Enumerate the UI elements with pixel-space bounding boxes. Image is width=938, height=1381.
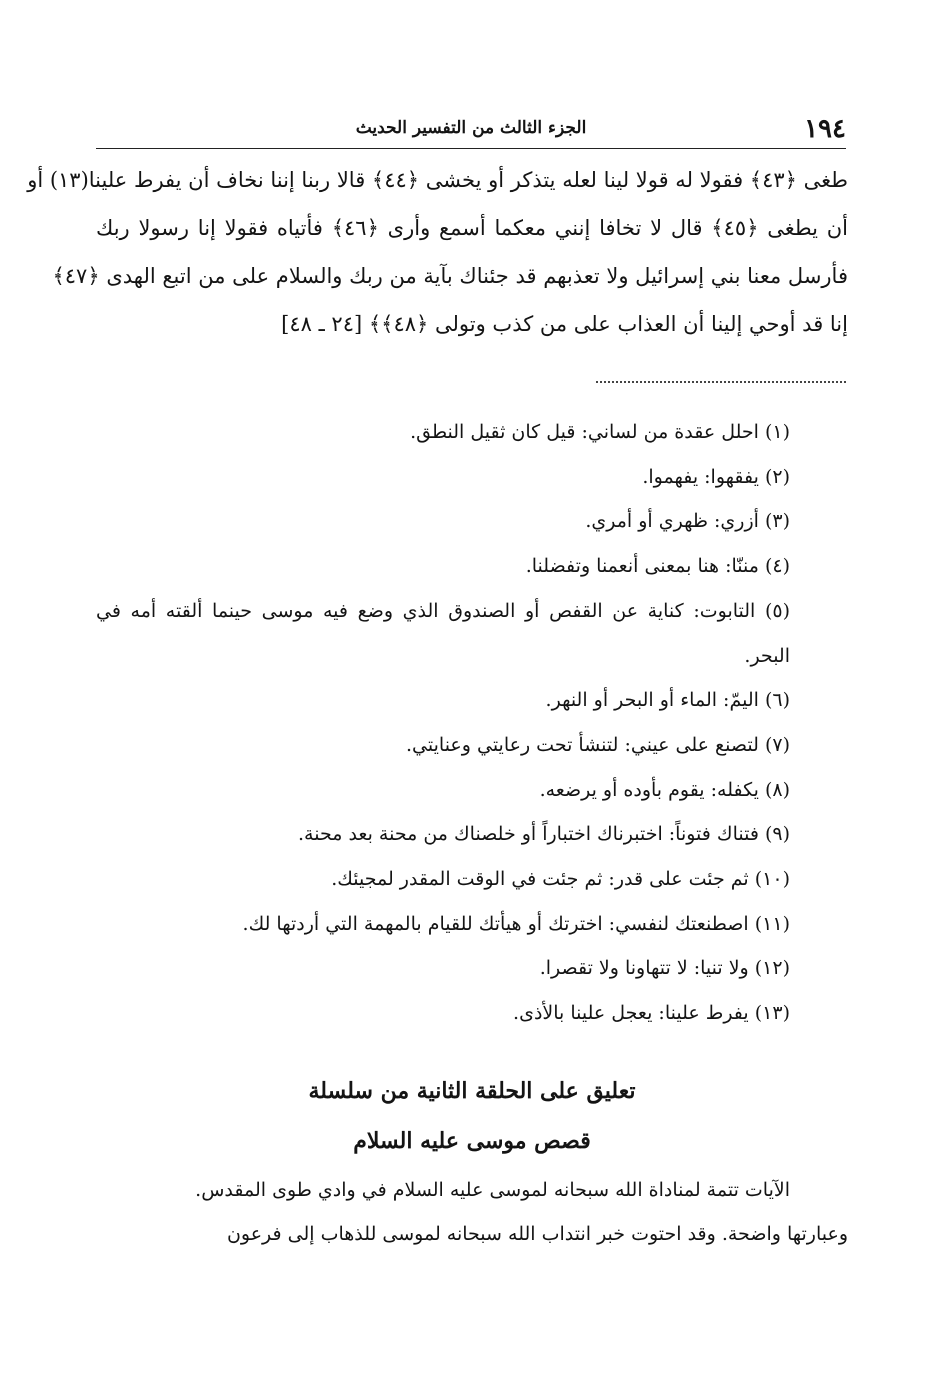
verse-line: طغى ﴿٤٣﴾ فقولا له قولا لينا لعله يتذكر أو يخشى ﴿٤٤﴾ قالا ربنا إننا نخاف أن يفرط علينا(١٣) أو <box>27 168 848 192</box>
body-line: الآيات تتمة لمناداة الله سبحانه لموسى عليه السلام في وادي طوى المقدس. <box>195 1179 790 1201</box>
footnote: (٢) يفقهوا: يفهموا. <box>642 465 790 488</box>
footnote-separator <box>596 381 846 383</box>
running-header <box>96 112 846 149</box>
footnotes <box>96 410 848 1036</box>
section-heading <box>96 1066 848 1166</box>
footnote: (٣) أزري: ظهري أو أمري. <box>585 510 790 533</box>
running-title: الجزء الثالث من التفسير الحديث <box>355 118 587 138</box>
verse-line: فأرسل معنا بني إسرائيل ولا تعذبهم قد جئناك بآية من ربك والسلام على من اتبع الهدى ﴿٤٧﴾ <box>52 264 848 288</box>
body-paragraph <box>96 1168 848 1256</box>
quran-verses <box>27 156 849 348</box>
footnote: (٤) مننّا: هنا بمعنى أنعمنا وتفضلنا. <box>525 555 790 578</box>
verse-line: إنا قد أوحي إلينا أن العذاب على من كذب وتولى ﴿٤٨﴾﴾ [٢٤ ـ ٤٨] <box>281 312 848 336</box>
footnote: (٨) يكفله: يقوم بأوده أو يرضعه. <box>539 778 790 801</box>
footnote: (١٣) يفرط علينا: يعجل علينا بالأذى. <box>513 1002 790 1025</box>
footnote: (٩) فتناك فتوناً: اختبرناك اختباراً أو خلصناك من محنة بعد محنة. <box>298 823 790 846</box>
footnote: (٦) اليمّ: الماء أو البحر أو النهر. <box>545 689 790 712</box>
verse-line: أن يطغى ﴿٤٥﴾ قال لا تخافا إنني معكما أسمع وأرى ﴿٤٦﴾ فأتياه فقولا إنا رسولا ربك <box>96 216 849 240</box>
footnote: (١) احلل عقدة من لساني: قيل كان ثقيل النطق. <box>410 421 790 443</box>
footnote: (١٢) ولا تنيا: لا تتهاونا ولا تقصرا. <box>539 957 790 980</box>
section-heading-line: قصص موسى عليه السلام <box>353 1128 591 1154</box>
body-line: وعبارتها واضحة. وقد احتوت خبر انتداب الله سبحانه لموسى للذهاب إلى فرعون <box>226 1223 848 1245</box>
section-heading-line: تعليق على الحلقة الثانية من سلسلة <box>308 1078 636 1104</box>
footnote: (٥) التابوت: كناية عن القفص أو الصندوق الذي وضع فيه موسى حينما ألقته أمه في البحر. <box>96 599 790 667</box>
footnote: (١١) اصطنعتك لنفسي: اخترتك أو هيأتك للقيام بالمهمة التي أردتها لك. <box>242 912 790 935</box>
footnote: (٧) لتصنع على عيني: لتنشأ تحت رعايتي وعنايتي. <box>406 733 790 756</box>
page-number: ١٩٤ <box>804 114 846 144</box>
footnote: (١٠) ثم جئت على قدر: ثم جئت في الوقت المقدر لمجيئك. <box>331 868 790 891</box>
